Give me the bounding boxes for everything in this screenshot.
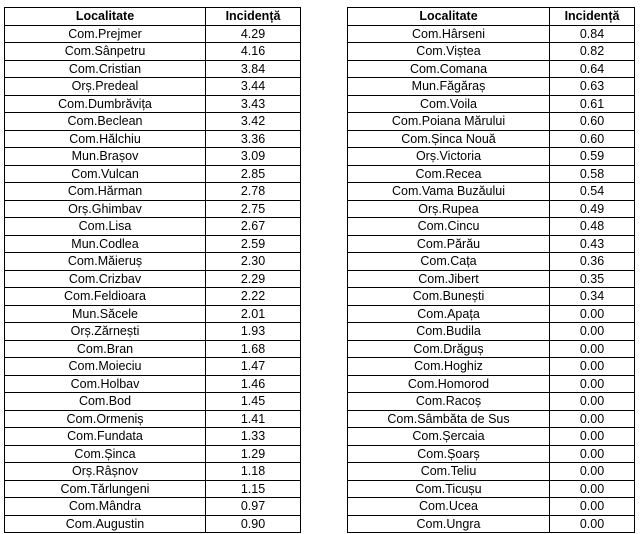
table-row bbox=[348, 95, 635, 113]
locality-cell: Com.Comana bbox=[348, 60, 550, 78]
incidence-cell: 2.22 bbox=[206, 288, 301, 306]
table-row bbox=[348, 515, 635, 533]
incidence-cell: 0.60 bbox=[550, 113, 635, 131]
incidence-cell: 2.85 bbox=[206, 165, 301, 183]
table-row bbox=[348, 218, 635, 236]
table-row bbox=[348, 253, 635, 271]
locality-cell: Com.Tărlungeni bbox=[5, 480, 206, 498]
locality-cell: Com.Recea bbox=[348, 165, 550, 183]
incidence-cell: 4.16 bbox=[206, 43, 301, 61]
locality-cell: Com.Șercaia bbox=[348, 428, 550, 446]
table-row bbox=[348, 165, 635, 183]
incidence-cell: 0.00 bbox=[550, 480, 635, 498]
table-row bbox=[348, 428, 635, 446]
locality-cell: Com.Mândra bbox=[5, 498, 206, 516]
locality-cell: Mun.Făgăraș bbox=[348, 78, 550, 96]
incidence-cell: 0.59 bbox=[550, 148, 635, 166]
table-row bbox=[5, 445, 301, 463]
table-row bbox=[5, 235, 301, 253]
incidence-cell: 0.63 bbox=[550, 78, 635, 96]
incidence-cell: 3.84 bbox=[206, 60, 301, 78]
locality-cell: Com.Feldioara bbox=[5, 288, 206, 306]
locality-cell: Com.Prejmer bbox=[5, 25, 206, 43]
table-row bbox=[5, 515, 301, 533]
incidence-cell: 0.00 bbox=[550, 498, 635, 516]
table-row bbox=[5, 148, 301, 166]
incidence-cell: 2.78 bbox=[206, 183, 301, 201]
locality-cell: Com.Voila bbox=[348, 95, 550, 113]
table-row bbox=[5, 270, 301, 288]
table-row bbox=[5, 218, 301, 236]
locality-cell: Com.Hălchiu bbox=[5, 130, 206, 148]
locality-cell: Mun.Săcele bbox=[5, 305, 206, 323]
locality-cell: Com.Augustin bbox=[5, 515, 206, 533]
table-row bbox=[348, 270, 635, 288]
table-row bbox=[348, 25, 635, 43]
incidence-cell: 0.00 bbox=[550, 515, 635, 533]
incidence-cell: 0.61 bbox=[550, 95, 635, 113]
table-row bbox=[348, 200, 635, 218]
table-row bbox=[348, 358, 635, 376]
incidence-cell: 0.60 bbox=[550, 130, 635, 148]
locality-cell: Com.Hoghiz bbox=[348, 358, 550, 376]
table-row bbox=[5, 323, 301, 341]
table-row bbox=[5, 165, 301, 183]
table-row bbox=[348, 463, 635, 481]
locality-cell: Com.Ormeniș bbox=[5, 410, 206, 428]
locality-cell: Com.Ungra bbox=[348, 515, 550, 533]
incidence-cell: 0.00 bbox=[550, 410, 635, 428]
table-row bbox=[348, 113, 635, 131]
table-body-left bbox=[5, 25, 301, 533]
incidence-cell: 0.97 bbox=[206, 498, 301, 516]
incidence-table-left bbox=[4, 7, 301, 533]
table-row bbox=[5, 288, 301, 306]
incidence-cell: 0.43 bbox=[550, 235, 635, 253]
locality-cell: Com.Hărman bbox=[5, 183, 206, 201]
incidence-cell: 4.29 bbox=[206, 25, 301, 43]
locality-cell: Com.Cața bbox=[348, 253, 550, 271]
locality-cell: Com.Holbav bbox=[5, 375, 206, 393]
header-row bbox=[348, 8, 635, 26]
locality-cell: Com.Bod bbox=[5, 393, 206, 411]
incidence-cell: 3.36 bbox=[206, 130, 301, 148]
locality-cell: Com.Șoarș bbox=[348, 445, 550, 463]
incidence-cell: 2.01 bbox=[206, 305, 301, 323]
table-row bbox=[348, 340, 635, 358]
incidence-cell: 0.00 bbox=[550, 375, 635, 393]
table-row bbox=[348, 235, 635, 253]
incidence-cell: 1.33 bbox=[206, 428, 301, 446]
locality-cell: Mun.Brașov bbox=[5, 148, 206, 166]
incidence-cell: 0.54 bbox=[550, 183, 635, 201]
locality-cell: Com.Racoș bbox=[348, 393, 550, 411]
incidence-cell: 1.18 bbox=[206, 463, 301, 481]
table-row bbox=[348, 445, 635, 463]
table-row bbox=[348, 148, 635, 166]
table-row bbox=[5, 498, 301, 516]
locality-cell: Mun.Codlea bbox=[5, 235, 206, 253]
table-row bbox=[5, 183, 301, 201]
table-row bbox=[5, 95, 301, 113]
locality-cell: Com.Teliu bbox=[348, 463, 550, 481]
incidence-table-right bbox=[347, 7, 635, 533]
locality-cell: Orș.Zărnești bbox=[5, 323, 206, 341]
locality-cell: Com.Ucea bbox=[348, 498, 550, 516]
locality-header: Localitate bbox=[5, 8, 206, 26]
incidence-cell: 0.64 bbox=[550, 60, 635, 78]
incidence-cell: 1.15 bbox=[206, 480, 301, 498]
table-row bbox=[348, 498, 635, 516]
table-row bbox=[5, 305, 301, 323]
incidence-cell: 1.45 bbox=[206, 393, 301, 411]
table-row bbox=[5, 393, 301, 411]
table-row bbox=[5, 130, 301, 148]
table-row bbox=[5, 375, 301, 393]
locality-cell: Com.Lisa bbox=[5, 218, 206, 236]
incidence-cell: 0.58 bbox=[550, 165, 635, 183]
locality-cell: Com.Jibert bbox=[348, 270, 550, 288]
table-row bbox=[5, 358, 301, 376]
table-row bbox=[5, 43, 301, 61]
incidence-cell: 1.29 bbox=[206, 445, 301, 463]
incidence-cell: 0.34 bbox=[550, 288, 635, 306]
locality-cell: Com.Dumbrăvița bbox=[5, 95, 206, 113]
locality-cell: Com.Vulcan bbox=[5, 165, 206, 183]
locality-cell: Com.Sâmbăta de Sus bbox=[348, 410, 550, 428]
locality-cell: Orș.Rupea bbox=[348, 200, 550, 218]
locality-cell: Com.Hârseni bbox=[348, 25, 550, 43]
table-row bbox=[5, 60, 301, 78]
incidence-cell: 0.00 bbox=[550, 445, 635, 463]
locality-cell: Com.Șinca bbox=[5, 445, 206, 463]
incidence-cell: 1.93 bbox=[206, 323, 301, 341]
incidence-cell: 0.00 bbox=[550, 463, 635, 481]
locality-cell: Com.Bran bbox=[5, 340, 206, 358]
table-row bbox=[5, 253, 301, 271]
locality-cell: Com.Drăguș bbox=[348, 340, 550, 358]
incidence-cell: 0.00 bbox=[550, 428, 635, 446]
locality-cell: Com.Vama Buzăului bbox=[348, 183, 550, 201]
table-row bbox=[348, 60, 635, 78]
table-row bbox=[5, 200, 301, 218]
locality-cell: Com.Fundata bbox=[5, 428, 206, 446]
incidence-cell: 0.35 bbox=[550, 270, 635, 288]
table-row bbox=[5, 340, 301, 358]
locality-cell: Orș.Victoria bbox=[348, 148, 550, 166]
incidence-cell: 0.84 bbox=[550, 25, 635, 43]
locality-cell: Com.Cincu bbox=[348, 218, 550, 236]
table-row bbox=[5, 480, 301, 498]
table-row bbox=[348, 288, 635, 306]
incidence-cell: 2.75 bbox=[206, 200, 301, 218]
incidence-cell: 0.00 bbox=[550, 340, 635, 358]
locality-cell: Com.Beclean bbox=[5, 113, 206, 131]
table-row bbox=[348, 305, 635, 323]
table-row bbox=[348, 78, 635, 96]
locality-cell: Com.Budila bbox=[348, 323, 550, 341]
incidence-cell: 3.09 bbox=[206, 148, 301, 166]
incidence-cell: 2.67 bbox=[206, 218, 301, 236]
table-body-right bbox=[348, 25, 635, 533]
table-row bbox=[348, 410, 635, 428]
table-row bbox=[348, 323, 635, 341]
table-row bbox=[348, 43, 635, 61]
table-row bbox=[5, 113, 301, 131]
incidence-cell: 2.29 bbox=[206, 270, 301, 288]
locality-cell: Com.Șinca Nouă bbox=[348, 130, 550, 148]
table-row bbox=[5, 428, 301, 446]
header-row bbox=[5, 8, 301, 26]
incidence-cell: 1.41 bbox=[206, 410, 301, 428]
incidence-cell: 0.49 bbox=[550, 200, 635, 218]
locality-cell: Com.Poiana Mărului bbox=[348, 113, 550, 131]
locality-cell: Com.Bunești bbox=[348, 288, 550, 306]
table-row bbox=[5, 25, 301, 43]
locality-cell: Com.Crizbav bbox=[5, 270, 206, 288]
table-row bbox=[348, 393, 635, 411]
incidence-cell: 2.59 bbox=[206, 235, 301, 253]
incidence-cell: 0.00 bbox=[550, 305, 635, 323]
incidence-cell: 3.44 bbox=[206, 78, 301, 96]
table-row bbox=[5, 410, 301, 428]
locality-cell: Com.Homorod bbox=[348, 375, 550, 393]
incidence-cell: 0.90 bbox=[206, 515, 301, 533]
table-row bbox=[348, 130, 635, 148]
incidence-header: Incidență bbox=[550, 8, 635, 26]
incidence-cell: 0.00 bbox=[550, 393, 635, 411]
table-row bbox=[348, 375, 635, 393]
incidence-cell: 0.82 bbox=[550, 43, 635, 61]
incidence-cell: 0.00 bbox=[550, 358, 635, 376]
locality-cell: Com.Cristian bbox=[5, 60, 206, 78]
table-row bbox=[5, 463, 301, 481]
locality-cell: Com.Apața bbox=[348, 305, 550, 323]
table-row bbox=[5, 78, 301, 96]
incidence-cell: 1.46 bbox=[206, 375, 301, 393]
locality-cell: Orș.Predeal bbox=[5, 78, 206, 96]
locality-header: Localitate bbox=[348, 8, 550, 26]
incidence-cell: 3.42 bbox=[206, 113, 301, 131]
locality-cell: Com.Părău bbox=[348, 235, 550, 253]
locality-cell: Com.Viștea bbox=[348, 43, 550, 61]
incidence-cell: 1.47 bbox=[206, 358, 301, 376]
incidence-cell: 3.43 bbox=[206, 95, 301, 113]
incidence-cell: 0.36 bbox=[550, 253, 635, 271]
locality-cell: Orș.Ghimbav bbox=[5, 200, 206, 218]
locality-cell: Com.Sânpetru bbox=[5, 43, 206, 61]
incidence-cell: 2.30 bbox=[206, 253, 301, 271]
table-row bbox=[348, 183, 635, 201]
incidence-cell: 0.48 bbox=[550, 218, 635, 236]
locality-cell: Com.Măieruș bbox=[5, 253, 206, 271]
incidence-header: Incidență bbox=[206, 8, 301, 26]
locality-cell: Com.Ticușu bbox=[348, 480, 550, 498]
incidence-cell: 1.68 bbox=[206, 340, 301, 358]
incidence-cell: 0.00 bbox=[550, 323, 635, 341]
table-row bbox=[348, 480, 635, 498]
locality-cell: Orș.Râșnov bbox=[5, 463, 206, 481]
locality-cell: Com.Moieciu bbox=[5, 358, 206, 376]
